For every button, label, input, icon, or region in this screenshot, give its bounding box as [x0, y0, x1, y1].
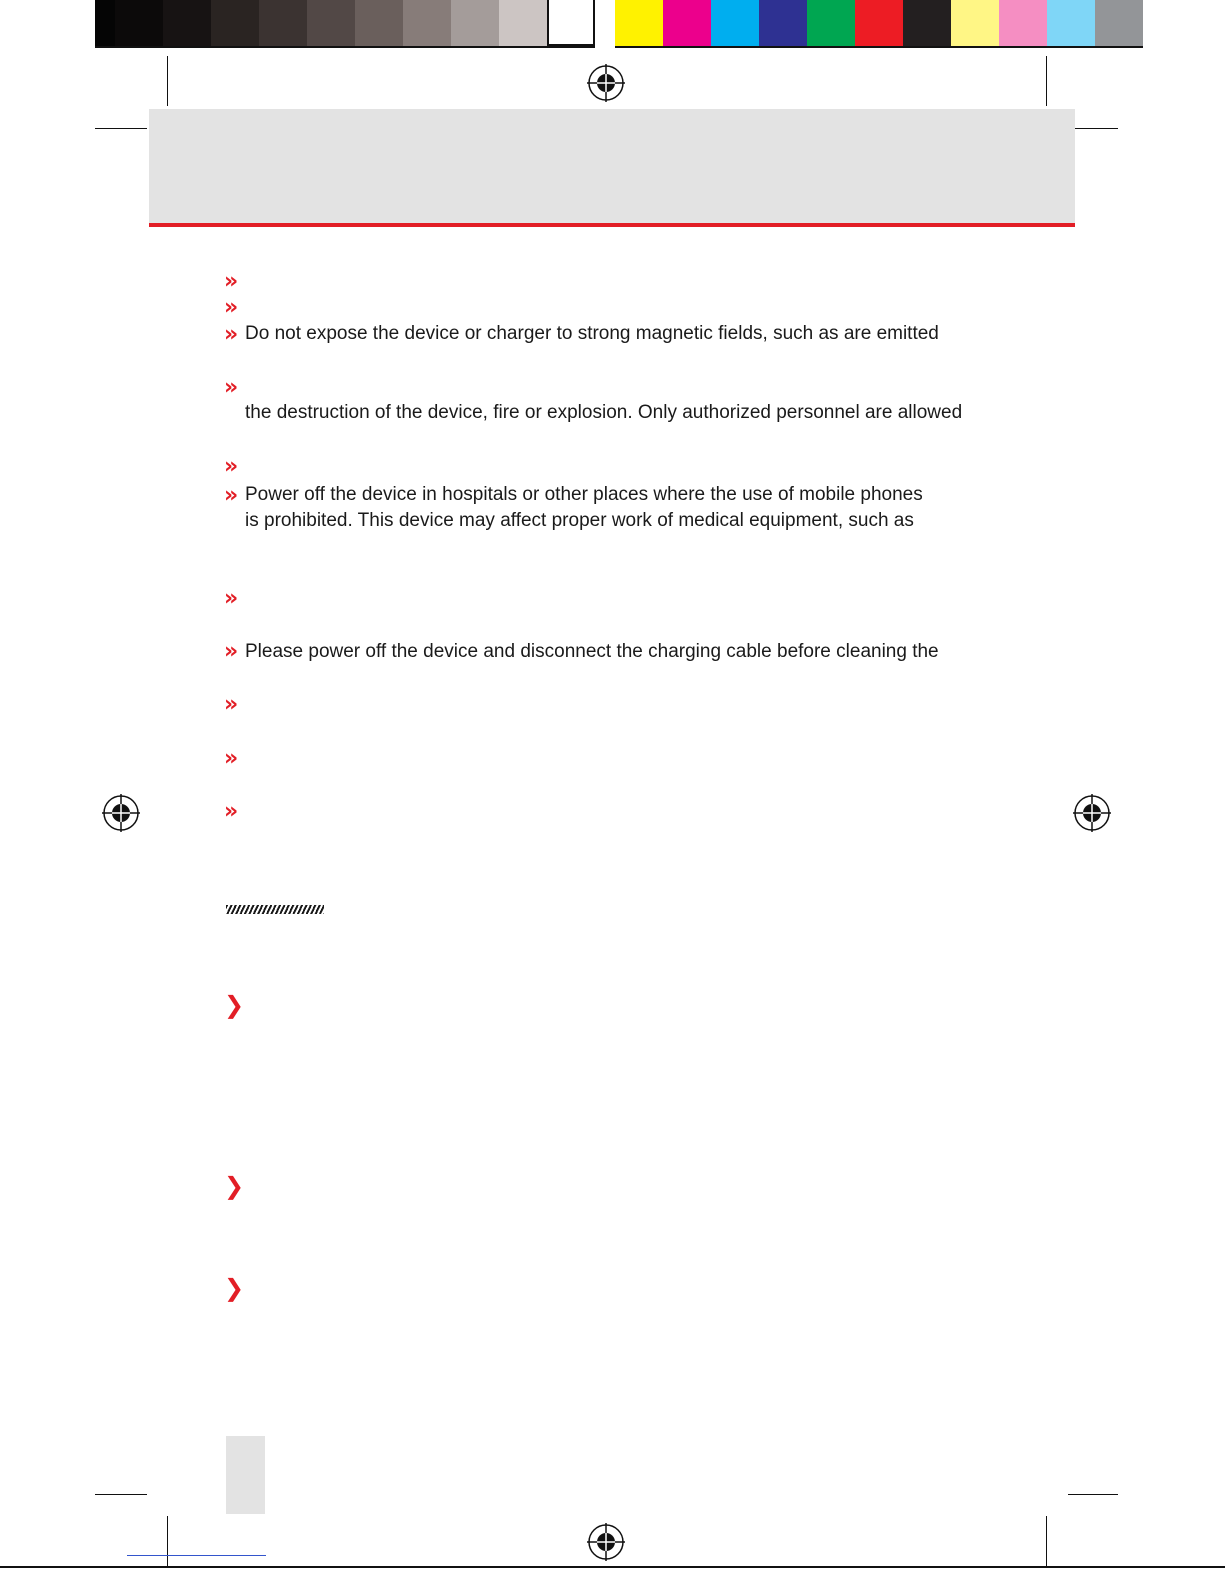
- chevron-right-icon: ❯: [224, 1172, 245, 1200]
- crop-mark: [1046, 1516, 1047, 1566]
- color-swatch: [759, 0, 807, 46]
- bullet-icon: »: [224, 375, 239, 400]
- color-swatch: [615, 0, 663, 46]
- color-swatch: [1047, 0, 1095, 46]
- chevron-right-icon: ❯: [224, 1274, 245, 1302]
- color-swatch: [807, 0, 855, 46]
- gray-swatch: [211, 0, 259, 46]
- gray-swatch: [355, 0, 403, 46]
- footer-link-underline: [127, 1555, 266, 1556]
- crop-mark: [1068, 128, 1118, 129]
- bullet-icon: »: [224, 322, 239, 347]
- bullet-icon: »: [224, 586, 239, 611]
- gray-swatch: [451, 0, 499, 46]
- bullet-icon: »: [224, 799, 239, 824]
- bullet-icon: »: [224, 639, 239, 664]
- header-band: [149, 109, 1075, 223]
- gray-swatch: [307, 0, 355, 46]
- crop-mark: [1068, 1494, 1118, 1495]
- gray-swatch: [499, 0, 547, 46]
- gray-swatch: [95, 0, 115, 46]
- registration-mark-icon: [587, 1523, 625, 1561]
- registration-mark-icon: [587, 64, 625, 102]
- crop-mark: [167, 1516, 168, 1566]
- bullet-icon: »: [224, 295, 239, 320]
- color-swatch: [855, 0, 903, 46]
- color-swatch: [999, 0, 1047, 46]
- safety-text-line: Power off the device in hospitals or other places where the use of mobile phones: [245, 484, 923, 505]
- header-red-rule: [149, 223, 1075, 227]
- bullet-icon: »: [224, 454, 239, 479]
- safety-text-line: the destruction of the device, fire or explosion. Only authorized personnel are allowed: [245, 402, 963, 423]
- bullet-icon: »: [224, 692, 239, 717]
- gray-swatch: [259, 0, 307, 46]
- crop-mark: [95, 1494, 147, 1495]
- gray-swatch: [547, 0, 595, 46]
- crop-mark: [167, 56, 168, 106]
- color-swatch: [903, 0, 951, 46]
- color-calibration-bar: [615, 0, 1143, 48]
- bullet-icon: »: [224, 483, 239, 508]
- color-swatch: [951, 0, 999, 46]
- bullet-icon: »: [224, 269, 239, 294]
- chevron-right-icon: ❯: [224, 991, 245, 1019]
- crop-mark: [1046, 56, 1047, 106]
- registration-mark-icon: [102, 794, 140, 832]
- color-swatch: [1095, 0, 1143, 46]
- safety-text-line: Do not expose the device or charger to strong magnetic fields, such as are emitted: [245, 323, 939, 344]
- color-swatch: [711, 0, 759, 46]
- gray-calibration-bar: [95, 0, 595, 48]
- section-hatch-divider: [226, 905, 324, 914]
- safety-text-line: is prohibited. This device may affect proper work of medical equipment, such as: [245, 510, 914, 531]
- gray-swatch: [163, 0, 211, 46]
- safety-text-line: Please power off the device and disconnect the charging cable before cleaning the: [245, 641, 939, 662]
- page-bottom-rule: [0, 1566, 1225, 1568]
- registration-mark-icon: [1073, 794, 1111, 832]
- gray-swatch: [115, 0, 163, 46]
- bullet-icon: »: [224, 746, 239, 771]
- color-swatch: [663, 0, 711, 46]
- gray-swatch: [403, 0, 451, 46]
- crop-mark: [95, 128, 147, 129]
- page-number-tab: [226, 1436, 265, 1514]
